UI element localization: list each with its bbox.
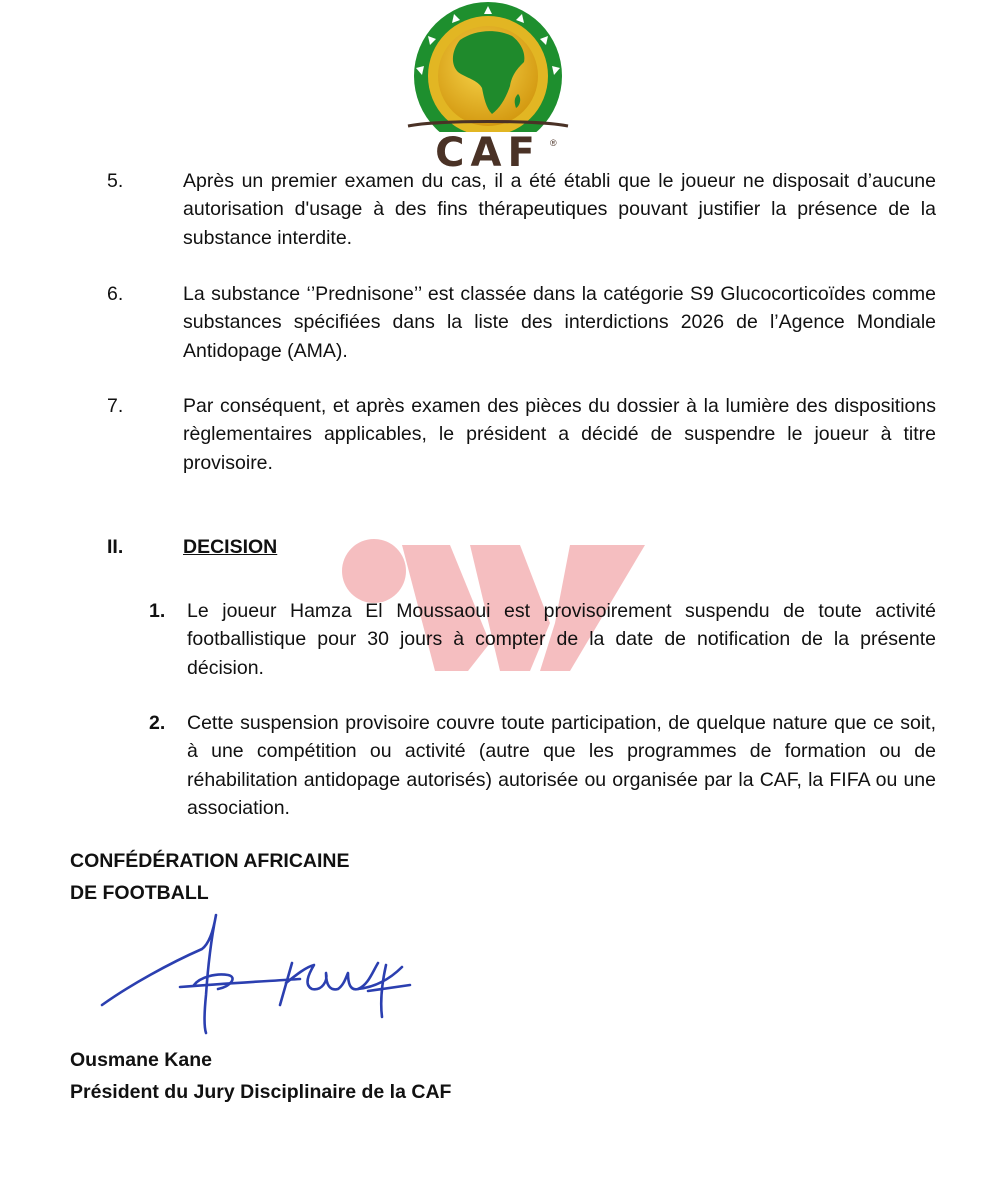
section-title: DECISION <box>183 536 278 558</box>
organization-line-1: CONFÉDÉRATION AFRICAINE <box>70 850 350 872</box>
caf-emblem-icon <box>398 2 578 132</box>
paragraph-text: Par conséquent, et après examen des pièces du dossier à la lumière des dispositions règlementaires applicables, le président a décidé de suspendre le joueur à titre provisoire. <box>183 395 936 474</box>
decision-number: 1. <box>149 600 166 622</box>
signature-icon <box>90 905 460 1045</box>
decision-number: 2. <box>149 712 166 734</box>
signatory-title: Président du Jury Disciplinaire de la CAF <box>70 1081 452 1103</box>
decision-text: Cette suspension provisoire couvre toute participation, de quelque nature que ce soit, à une compétition ou activité (autre que les programmes de formation ou de réhabilitation antidopage autorisés) autorisée ou organisée par la CAF, la FIFA ou une association. <box>187 712 936 820</box>
paragraph-text: Après un premier examen du cas, il a été établi que le joueur ne disposait d’aucune autorisation d'usage à des fins thérapeutiques pouvant justifier la présence de la substance interdite. <box>183 170 936 249</box>
paragraph-number: 7. <box>107 395 124 417</box>
organization-line-2: DE FOOTBALL <box>70 882 209 904</box>
paragraph-number: 5. <box>107 170 124 192</box>
caf-logo-text: CAF <box>435 130 541 176</box>
signatory-name: Ousmane Kane <box>70 1049 212 1071</box>
paragraph-text: La substance ‘’Prednisone’’ est classée dans la catégorie S9 Glucocorticoïdes comme substances spécifiées dans la liste des interdictions 2026 de l’Agence Mondiale Antidopage (AMA). <box>183 283 936 362</box>
decision-text: Le joueur Hamza El Moussaoui est provisoirement suspendu de toute activité footballistique pour 30 jours à compter de la date de notification de la présente décision. <box>187 600 936 679</box>
registered-mark: ® <box>550 138 557 148</box>
section-number: II. <box>107 536 124 558</box>
paragraph-number: 6. <box>107 283 124 305</box>
caf-logo <box>398 2 578 174</box>
